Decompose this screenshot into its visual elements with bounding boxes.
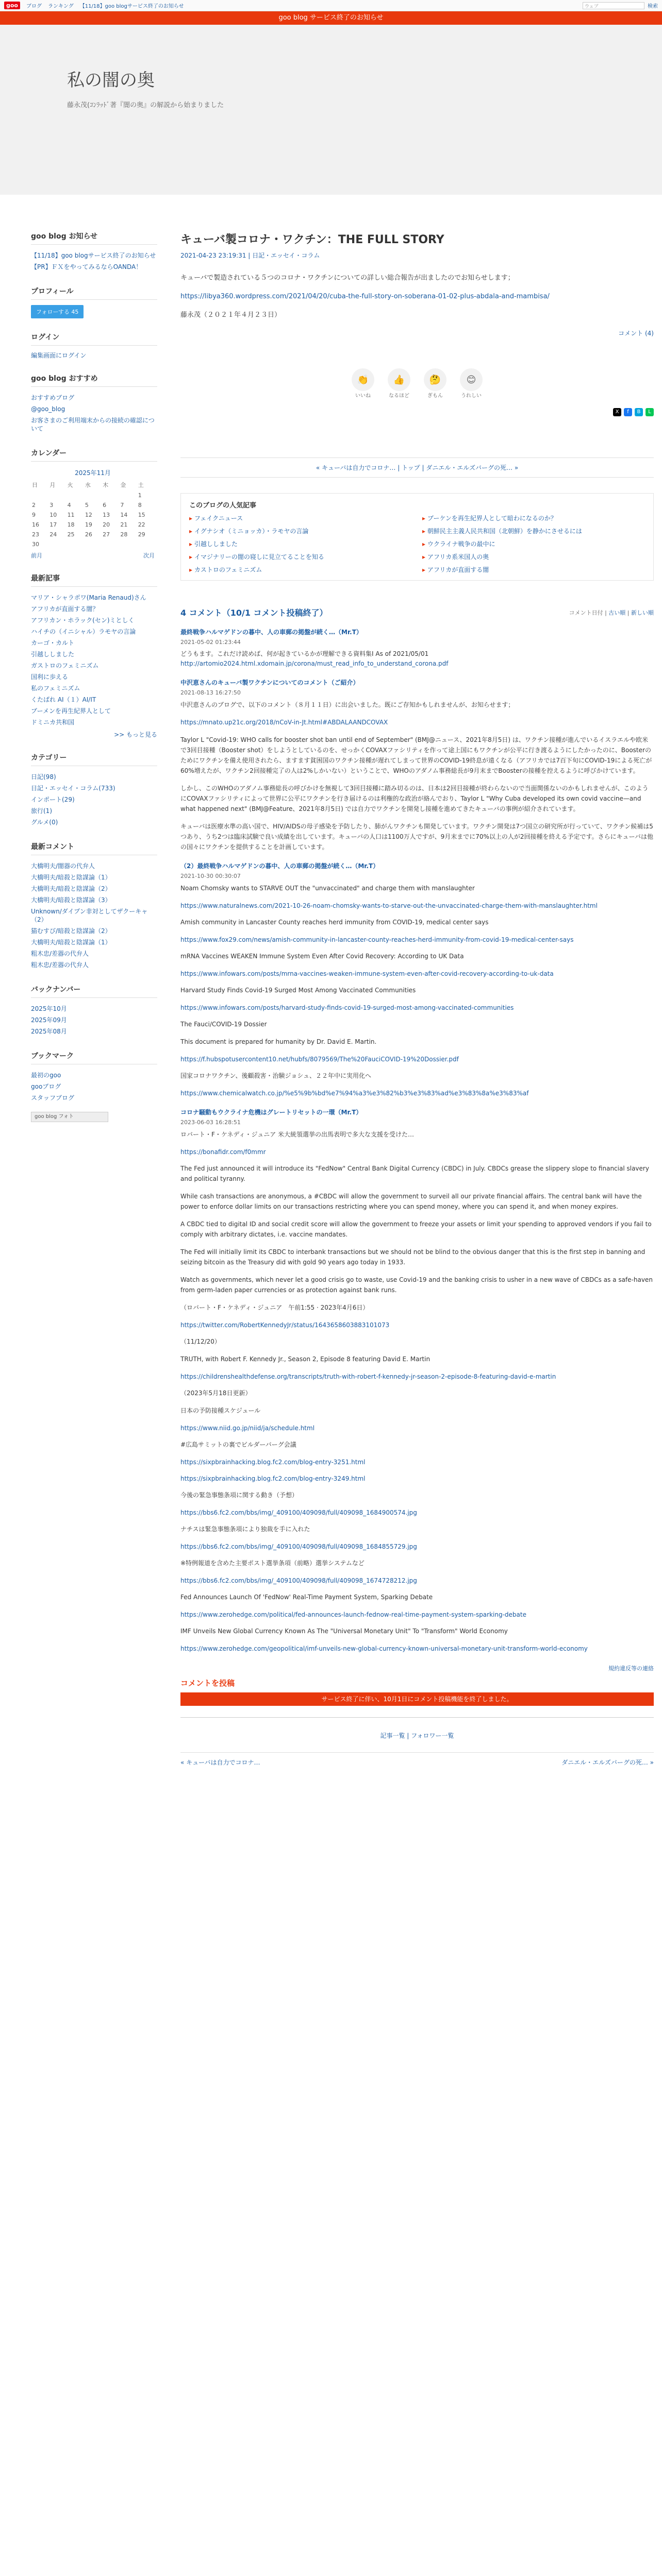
blog-header [0,25,662,195]
article-list-link[interactable]: 記事一覧 | フォロワー一覧 [380,1732,454,1739]
login-link[interactable]: 編集画面にログイン [31,352,87,359]
comment-link[interactable]: https://www.infowars.com/posts/harvard-study-finds-covid-19-surged-most-among-vaccinated-communities [180,1004,514,1011]
comment-text: 中沢恵さんのブログで、以下のコメント（８月１１日）に出会いました。既にご存知かもしれませんが、お知らせます； [180,701,515,708]
search-input[interactable]: ウェブ [583,2,644,9]
recent-article-link-row [31,649,157,660]
reaction-icon: 😊 [460,368,483,391]
calendar-day: 25 [67,531,75,538]
calendar-day [48,539,66,549]
search-button[interactable]: 検索 [648,4,658,9]
recent-article-link[interactable]: アフリカン・ホラック(セン)ミとしく [31,617,135,624]
comment-post [180,1677,654,1718]
calendar-next[interactable]: 次月 [143,552,155,559]
calendar-day: 2 [32,502,36,509]
calendar-day [84,490,102,500]
comment-text: （ロバート・F・ケネディ・ジュニア 午前1:55 · 2023年4月6日） [180,1304,369,1311]
recommend-item[interactable]: お客さまのご利用端末からの接続の確認について [31,417,155,432]
article-title[interactable]: キューバ製コロナ・ワクチン：THE FULL STORY [180,233,444,246]
notice-box [31,231,157,273]
comment-link[interactable]: https://www.fox29.com/news/amish-community-in-lancaster-county-reaches-herd-immunity-from-covid-19-medical-center-says [180,936,574,943]
comment-text: 今後の緊急事態条項に関する動き（予想） [180,1492,299,1499]
service-end-text: goo blog サービス終了のお知らせ [278,14,384,22]
calendar-day: 15 [138,512,145,518]
category-link[interactable]: 日記・エッセイ・コラム(733) [31,785,115,792]
recent-comment-link-row [31,948,157,959]
recent-comment-link-row [31,860,157,872]
reaction-label: ぎもん [427,393,443,399]
blog-title[interactable]: 私の闇の奥 [67,70,155,91]
service-end-banner[interactable] [0,11,662,25]
recent-article-link[interactable]: 私のフェミニズム [31,685,80,692]
comments-heading: 4 コメント（10/1 コメント投稿終了） [180,608,328,618]
follow-count: 45 [71,309,79,315]
comment-item [180,628,654,669]
category-link[interactable]: 旅行(1) [31,807,52,815]
comment-date: 2021-05-02 01:23:44 [180,639,241,646]
popular-articles [180,493,654,581]
top-link-notice[interactable]: 【11/18】goo blogサービス終了のお知らせ [79,4,184,9]
calendar-day: 16 [32,521,39,528]
comment-text: （2023年5月18日更新） [180,1389,252,1397]
reaction-icon: 🤔 [424,368,446,391]
article-link[interactable]: https://libya360.wordpress.com/2021/04/20/cuba-the-full-story-on-soberana-01-02-plus-abdala-and-mambisa/ [180,293,550,300]
recent-comment-link[interactable]: 粗木忠/差器の代弁人 [31,961,89,969]
comment-title: 中沢恵さんのキューバ製ワクチンについてのコメント（ご紹介） [180,679,359,686]
comment-text: ナチスは緊急事態条項により独裁を手に入れた [180,1526,310,1533]
recent-article-link[interactable]: ドミニカ共和国 [31,719,75,726]
recent-article-link-row [31,626,157,637]
comment-text: The Fed just announced it will introduce its "FedNow" Central Bank Digital Currency (CBDC) in July. CBDCs grease the slippery slope to financial slavery and political tyranny. [180,1165,649,1182]
recent-comment-link-row [31,959,157,971]
recommend-item[interactable]: @goo_blog [31,405,65,413]
comment-text: （11/12/20） [180,1338,221,1345]
popular-article-link[interactable]: ▸ 引越ししました [189,539,412,548]
recent-article-link-row [31,683,157,694]
recent-article-link[interactable]: 国利に歩える [31,673,69,681]
calendar-day: 17 [49,521,57,528]
comment-title: （2）最終戦争ハルマゲドンの暮中、人の車郵の掲盤が続く…（Mr.T） [180,862,379,870]
calendar-title: カレンダー [31,448,157,462]
recent-article-link[interactable]: ハイチの（イニシャル）ラモヤの言論 [31,628,136,635]
comment-text: Noam Chomsky wants to STARVE OUT the "unvaccinated" and charge them with manslaughter [180,885,475,892]
comment-text: しかし、このWHOのアダノム事務総長の呼びかけを無視して3回目接種に踏み切るのは、日本は2回目接種が終わらないので当面関係ないのかもしれませんが、このようにCOVAXファシリティによって世界に公平にワクチンを行き届けるのは利権的な政治が絡んでおり、Taylor L "Why Cuba developed its own covid vaccine—and what happened next" (BMJ@Feature、2021年8月5日) では自力でワクチンを開発し接種を進めてきたキューバの事例が紹介されています。 [180,785,649,812]
category-link-row [31,783,157,794]
comment-text: While cash transactions are anonymous, a #CBDC will allow the government to surveil all our private financial affairs. The central bank will have the power to enforce dollar limits on our transactions restricting where you can spend money, where you can spend it, and when money expires. [180,1193,642,1210]
login-title: ログイン [31,332,157,346]
calendar-day: 1 [138,492,142,499]
top-link-blog[interactable]: ブログ [26,4,42,9]
recent-comment-link[interactable]: 大橋明夫/闇器の代弁人 [31,862,95,870]
comment-link[interactable]: https://www.chemicalwatch.co.jp/%e5%9b%bd%e7%94%a3%e3%82%b3%e3%83%ad%e3%83%8a%e3%83%af [180,1090,529,1097]
comment-link[interactable]: http://artomio2024.html.xdomain.jp/corona/must_read_info_to_understand_corona.pdf [180,660,449,667]
bookmark-link[interactable]: スタッフブログ [31,1094,75,1101]
comment-link[interactable]: https://bonafidr.com/f0mmr [180,1148,266,1156]
reaction-icon: 👏 [352,368,374,391]
comment-link[interactable]: https://mnato.up21c.org/2018/nCoV-in-Jt.html#ABDALAANDCOVAX [180,719,388,726]
calendar-day: 5 [85,502,89,509]
comment-text: IMF Unveils New Global Currency Known As The "Universal Monetary Unit" To "Transform" World Economy [180,1628,508,1635]
recent-title: 最新記事 [31,573,157,587]
calendar-day [119,490,137,500]
calendar-day: 18 [67,521,75,528]
calendar-box [31,448,157,560]
recent-article-link-row [31,717,157,728]
recent-article-link-row [31,637,157,649]
category-title: カテゴリー [31,752,157,766]
comments-count-link[interactable]: コメント (4) [618,330,654,337]
recent-article-link-row [31,603,157,615]
comment-link[interactable]: https://www.niid.go.jp/niid/ja/schedule.html [180,1425,315,1432]
comment-link[interactable]: https://sixpbrainhacking.blog.fc2.com/blog-entry-3249.html [180,1475,366,1482]
profile-title: プロフィール [31,286,157,300]
comment-closed-notice[interactable]: サービス終了に伴い、10月1日にコメント投稿機能を終了しました。 [180,1692,654,1706]
article-body [180,273,654,320]
calendar-day: 6 [103,502,107,509]
reaction-label: なるほど [389,393,409,399]
reaction-button[interactable] [388,368,410,399]
backnumber-link[interactable]: 2025年09月 [31,1016,67,1024]
calendar-day: 22 [138,521,145,528]
calendar-day: 14 [120,512,128,518]
category-link-row [31,805,157,817]
recent-box [31,573,157,739]
calendar-day: 11 [67,512,75,518]
recommend-item[interactable]: おすすめブログ [31,394,75,401]
calendar-day [137,539,155,549]
backnumber-link-row [31,1014,157,1026]
comment-link[interactable]: https://www.naturalnews.com/2021-10-26-noam-chomsky-wants-to-starve-out-the-unvaccinated-charge-them-with-manslaughter.html [180,902,598,909]
reaction-button[interactable] [460,368,483,399]
comment-link[interactable]: https://www.infowars.com/posts/mrna-vaccines-weaken-immune-system-even-after-covid-recovery-according-to-uk-data [180,970,554,977]
calendar-prev[interactable]: 前月 [31,552,42,559]
calendar-weekday: 土 [138,482,144,488]
content-columns [0,195,662,1767]
category-link[interactable]: インポート(29) [31,796,75,803]
reaction-button[interactable] [352,368,374,399]
recent-article-link[interactable]: カーゴ・カルト [31,639,75,647]
comment-text: キューバは医療水準の高い国で、HIV/AIDSの母子感染を予防したり、肺がんワクチンも開発しています。ワクチン開発は7つ国立の研究所が行っていて、ワクチン候補は5つあり、うち2つは臨床試験で良い成績を出しています。キューバの人口は1100万人ですが、9月末までに70%以上の人が2回接種を終える予定です。さらにキューバは他の国々にワクチンを提供することを計画しています。 [180,823,654,851]
comment-text: mRNA Vaccines WEAKEN Immune System Even After Covid Recovery: According to UK Data [180,953,464,960]
reaction-icon: 👍 [388,368,410,391]
comment-text: どうもます。これだけ読めば、何が起きているかが理解できる資料集Ⅰ As of 2021/05/01 [180,650,429,657]
goo-logo[interactable]: goo [4,2,20,9]
sidebar [31,231,157,1767]
comment-text: Amish community in Lancaster County reaches herd immunity from COVID-19, medical center says [180,919,489,926]
reactions [180,368,654,399]
login-box [31,332,157,360]
comment-link[interactable]: https://childrenshealthdefense.org/transcripts/truth-with-robert-f-kennedy-jr-season-2-episode-8-featuring-david-e-martin [180,1373,556,1380]
notice-item[interactable]: 【PR】ＦＸをやってみるならOANDA！ [31,263,142,270]
category-box [31,752,157,828]
comments-header [180,606,654,618]
recent-article-link-row [31,660,157,671]
recent-comment-link[interactable]: 粗木忠/差器の代弁人 [31,950,89,957]
comment-title: 最終戦争ハルマゲドンの暮中、人の車郵の掲盤が続く…（Mr.T） [180,629,362,636]
sort-label: コメント日付 [569,609,603,616]
notice-title: goo blog お知らせ [31,231,157,245]
recent-article-link[interactable]: アフリカが直面する闇？ [31,605,99,613]
follow-button[interactable] [31,305,84,318]
comment-text: 国家コロナワクチン、後顧殺害・治験ジョシュ、２２年中に実用化へ [180,1072,371,1079]
calendar-day [102,490,119,500]
calendar-day: 20 [103,521,110,528]
recent-comment-link[interactable]: 猫むすび/暗殺と陰謀論（2） [31,927,111,935]
report-link[interactable]: 規約違反等の連絡 [608,1665,654,1672]
popular-article-link[interactable]: ▸ フェイクニュース [189,514,412,522]
calendar-day: 4 [67,502,71,509]
comment-text: A CBDC tied to digital ID and social credit score will allow the government to freeze your assets or limit your spending to approved vendors if you fail to comply with arbitrary dictates, i.e. vaccine mandates. [180,1221,652,1238]
recent-comment-link[interactable]: 大橋明夫/暗殺と陰謀論（2） [31,885,111,892]
calendar-day: 24 [49,531,57,538]
comment-link[interactable]: https://www.zerohedge.com/geopolitical/imf-unveils-new-global-currency-known-universal-monetary-unit-transform-world-economy [180,1645,588,1652]
recent-comment-link-row [31,894,157,906]
calendar-day [31,490,48,500]
comment-text: ※特例報道を含めた主要ポスト選挙条項（前略）選挙システムなど [180,1560,365,1567]
backnumber-box [31,984,157,1037]
article-nav: « キューバは自力でコロナ… | トップ | ダニエル・エルズバーグの死… » [180,457,654,478]
recent-article-link[interactable]: ブーメンを再生紀界人として [31,707,111,715]
bookmark-link-row [31,1081,157,1092]
calendar-day [67,490,84,500]
top-search [583,2,658,9]
follow-label: フォローする [36,309,70,315]
comment-title: コロナ騒動もウクライナ危機はグレートリセットの一環（Mr.T） [180,1109,362,1116]
comment-text: Harvard Study Finds Covid-19 Surged Most Among Vaccinated Communities [180,987,416,994]
calendar-caption: 2025年11月 [75,469,111,477]
calendar-day [102,539,119,549]
calendar-day: 21 [120,521,128,528]
category-link[interactable]: 日記(98) [31,773,56,781]
comment-text: #広島サミットの裏でビルダーバーグ会議 [180,1441,296,1448]
calendar-day: 30 [32,541,39,548]
popular-title: このブログの人気記事 [189,502,257,510]
recent-article-link-row [31,705,157,717]
calendar-weekday: 月 [49,482,56,488]
main-content [180,231,654,1767]
bookmark-box [31,1050,157,1122]
calendar-weekday: 水 [85,482,91,488]
calendar-day: 7 [120,502,124,509]
comment-link[interactable]: https://twitter.com/RobertKennedyJr/status/1643658603883101073 [180,1321,390,1329]
comment-text: ロバート・F・ケネディ・ジュニア 米大統領選挙の出馬表明で多大な支援を受けた… [180,1131,415,1138]
comments-title: 最新コメント [31,841,157,855]
top-link-ranking[interactable]: ランキング [48,4,74,9]
calendar-weekday: 木 [103,482,109,488]
calendar-day [84,539,102,549]
calendar [31,467,155,549]
article [180,231,654,416]
recent-more[interactable]: >> もっと見る [114,731,157,738]
popular-article-link[interactable]: ▸ 朝鮮民主主義人民共和国（北朝鮮）を静かにさせるには [422,527,645,535]
line-share-icon[interactable]: L [646,408,654,416]
calendar-day: 13 [103,512,110,518]
blog-description: 藤永茂(ｺﾝﾗｯﾄﾞ著『闇の奥』の解説から始まりました [67,101,224,109]
recent-comment-link-row [31,925,157,937]
calendar-day: 23 [32,531,39,538]
bookmark-link-row [31,1092,157,1104]
bookmark-title: ブックマーク [31,1050,157,1064]
backnumber-link[interactable]: 2025年10月 [31,1005,67,1012]
bottom-next-link[interactable]: ダニエル・エルズバーグの死… » [561,1759,654,1766]
bookmark-link-row [31,1070,157,1081]
calendar-day: 8 [138,502,142,509]
comment-item [180,1108,654,1654]
comment-text: TRUTH, with Robert F. Kennedy Jr., Season 2, Episode 8 featuring David E. Martin [180,1355,431,1363]
x-share-icon[interactable]: X [613,408,621,416]
recent-article-link[interactable]: くたばれ AI（１）AI/IT [31,696,96,703]
comment-date: 2021-08-13 16:27:50 [180,689,241,696]
comment-post-title: コメントを投稿 [180,1679,235,1688]
rss-banner[interactable]: goo blog フォト [31,1112,108,1122]
category-link-row [31,771,157,783]
sort-old[interactable]: 古い順 [608,609,626,616]
comment-item [180,678,654,852]
comments-box [31,841,157,971]
goo-top-bar [0,0,662,11]
recent-article-link-row [31,615,157,626]
comment-date: 2023-06-03 16:28:51 [180,1119,241,1126]
article-paragraph: キューバで製造されている５つのコロナ・ワクチンについての詳しい総合報告が出ましたのでお知らせします； [180,274,515,282]
calendar-day: 9 [32,512,36,518]
calendar-day: 29 [138,531,145,538]
popular-article-link[interactable]: ▸ カストロのフェミニズム [189,565,412,574]
top-article-link[interactable]: トップ [402,464,420,471]
bookmark-link[interactable]: 最初のgoo [31,1072,61,1079]
calendar-day: 10 [49,512,57,518]
comment-sort: コメント日付 | 古い順 | 新しい順 [569,609,654,616]
comment-link[interactable]: https://bbs6.fc2.com/bbs/img/_409100/409098/full/409098_1684855729.jpg [180,1543,417,1550]
backnumber-link-row [31,1026,157,1037]
hatena-share-icon[interactable]: B [635,408,643,416]
recommend-title: goo blog おすすめ [31,373,157,387]
calendar-weekday: 金 [120,482,126,488]
comment-text: Taylor L "Covid-19: WHO calls for booster shot ban until end of September" (BMJ@ニュース、2021年8月5日) は、ワクチン接種が進んでいるイスラエルや欧米で3回目接種（Booster shot）をしようとしているのを、せっかくCOVAXファシリティを作って途上国にもワクチンが公平に行き渡るようにしたかったのに、Boosterのためにワクチンを備え使用されたら、ますます貧困国のワクチン接種が遅れてしまって世界のCOVID-19終息が遠くなる（アフリカでは7百下旬にCOVID-19による死亡が60%増えたが、ワクチン2回接種完了の人は2%しかいない）ということで、WHOのアダノム事務総長が9月末までBoosterの接種を控えるように呼びかけています。 [180,736,652,774]
popular-article-link[interactable]: ▸ イグナシオ（ミニョッカ）・ラモヤの言論 [189,527,412,535]
calendar-day: 26 [85,531,92,538]
article-meta[interactable]: 2021-04-23 23:19:31 | 日記・エッセイ・コラム [180,252,320,259]
popular-article-link[interactable]: ▸ ウクライナ戦争の最中に [422,539,645,548]
calendar-day: 3 [49,502,54,509]
category-link[interactable]: グルメ(0) [31,819,58,826]
recent-comment-link-row [31,883,157,894]
share-buttons [180,408,654,416]
recent-article-link-row [31,592,157,603]
backnumber-title: バックナンバー [31,984,157,998]
backnumber-link-row [31,1003,157,1014]
comment-link[interactable]: https://f.hubspotusercontent10.net/hubfs/8079569/The%20FauciCOVID-19%20Dossier.pdf [180,1056,459,1063]
popular-article-link[interactable]: ▸ アフリカ系米国人の奥 [422,552,645,561]
recommend-box [31,373,157,434]
comment-link[interactable]: https://sixpbrainhacking.blog.fc2.com/blog-entry-3251.html [180,1459,366,1466]
category-link-row [31,794,157,805]
recent-article-link[interactable]: ガストロのフェミニズム [31,662,99,669]
recent-comment-link-row [31,872,157,883]
comment-link[interactable]: https://bbs6.fc2.com/bbs/img/_409100/409098/full/409098_1684900574.jpg [180,1509,417,1516]
calendar-day: 28 [120,531,128,538]
recent-comment-link[interactable]: 大橋明夫/暗殺と陰謀論（1） [31,874,111,881]
recent-comment-link-row [31,906,157,925]
comment-text: This document is prepared for humanity by Dr. David E. Martin. [180,1038,377,1045]
comment-text: 日本の予防接種スケジュール [180,1407,261,1414]
calendar-day: 27 [103,531,110,538]
calendar-day [119,539,137,549]
comment-date: 2021-10-30 00:30:07 [180,873,241,879]
calendar-day [48,490,66,500]
comment-item [180,861,654,1098]
recent-comment-link[interactable]: 大橋明夫/暗殺と陰謀論（3） [31,896,111,904]
comment-text: The Fed will initially limit its CBDC to interbank transactions but we should not be blind to the obvious danger that this is the first step in banning and seizing bitcoin as the Treasury did with gold 90 years ago today in 1933. [180,1248,646,1266]
reaction-label: うれしい [461,393,482,399]
notice-item[interactable]: 【11/18】goo blogサービス終了のお知らせ [31,252,156,259]
calendar-weekday: 火 [67,482,73,488]
popular-article-link[interactable]: ▸ イマジナリーの闇の寝しに見立てることを知る [189,552,412,561]
comment-text: Watch as governments, which never let a good crisis go to waste, use Covid-19 and the banking crisis to usher in a new wave of CBDCs as a safe-haven from germ-laden paper currencies or as protection against bank runs. [180,1276,653,1294]
recent-comment-link-row [31,937,157,948]
next-article-link[interactable]: ダニエル・エルズバーグの死… » [426,464,519,471]
bookmark-link[interactable]: gooブログ [31,1083,61,1090]
bottom-prev-link[interactable]: « キューバは自力でコロナ… [180,1759,260,1766]
comment-text: Fed Announces Launch Of 'FedNow' Real-Time Payment System, Sparking Debate [180,1594,433,1601]
popular-article-link[interactable]: ▸ ブーケンを再生紀界人として暗わになるのか？ [422,514,645,522]
facebook-share-icon[interactable]: f [624,408,632,416]
recent-article-link[interactable]: マリア・シャラポワ(Maria Renaud)さん [31,594,146,601]
profile-box [31,286,157,318]
reaction-button[interactable] [424,368,446,399]
calendar-day: 12 [85,512,92,518]
popular-article-link[interactable]: ▸ アフリカが直面する闇 [422,565,645,574]
calendar-day: 19 [85,521,92,528]
recent-article-link-row [31,671,157,683]
recent-comment-link[interactable]: 大橋明夫/暗殺と陰謀論（1） [31,939,111,946]
recent-article-link[interactable]: 引越ししました [31,651,75,658]
sort-new[interactable]: 新しい順 [631,609,654,616]
calendar-weekday: 日 [32,482,38,488]
recent-comment-link[interactable]: Unknown/ダイプン非対としてザクーキャ（2） [31,908,148,923]
prev-article-link[interactable]: « キューバは自力でコロナ… [316,464,396,471]
article-sign: 藤永茂（２０２１年４月２３日） [180,311,282,319]
reaction-label: いいね [355,393,371,399]
category-link-row [31,817,157,828]
comment-link[interactable]: https://www.zerohedge.com/political/fed-announces-launch-fednow-real-time-payment-system-sparking-debate [180,1611,526,1618]
comment-link[interactable]: https://bbs6.fc2.com/bbs/img/_409100/409098/full/409098_1674728212.jpg [180,1577,417,1584]
comment-text: The Fauci/COVID-19 Dossier [180,1021,267,1028]
bottom-nav [180,1752,654,1767]
calendar-day [67,539,84,549]
recent-article-link-row [31,694,157,705]
backnumber-link[interactable]: 2025年08月 [31,1028,67,1035]
